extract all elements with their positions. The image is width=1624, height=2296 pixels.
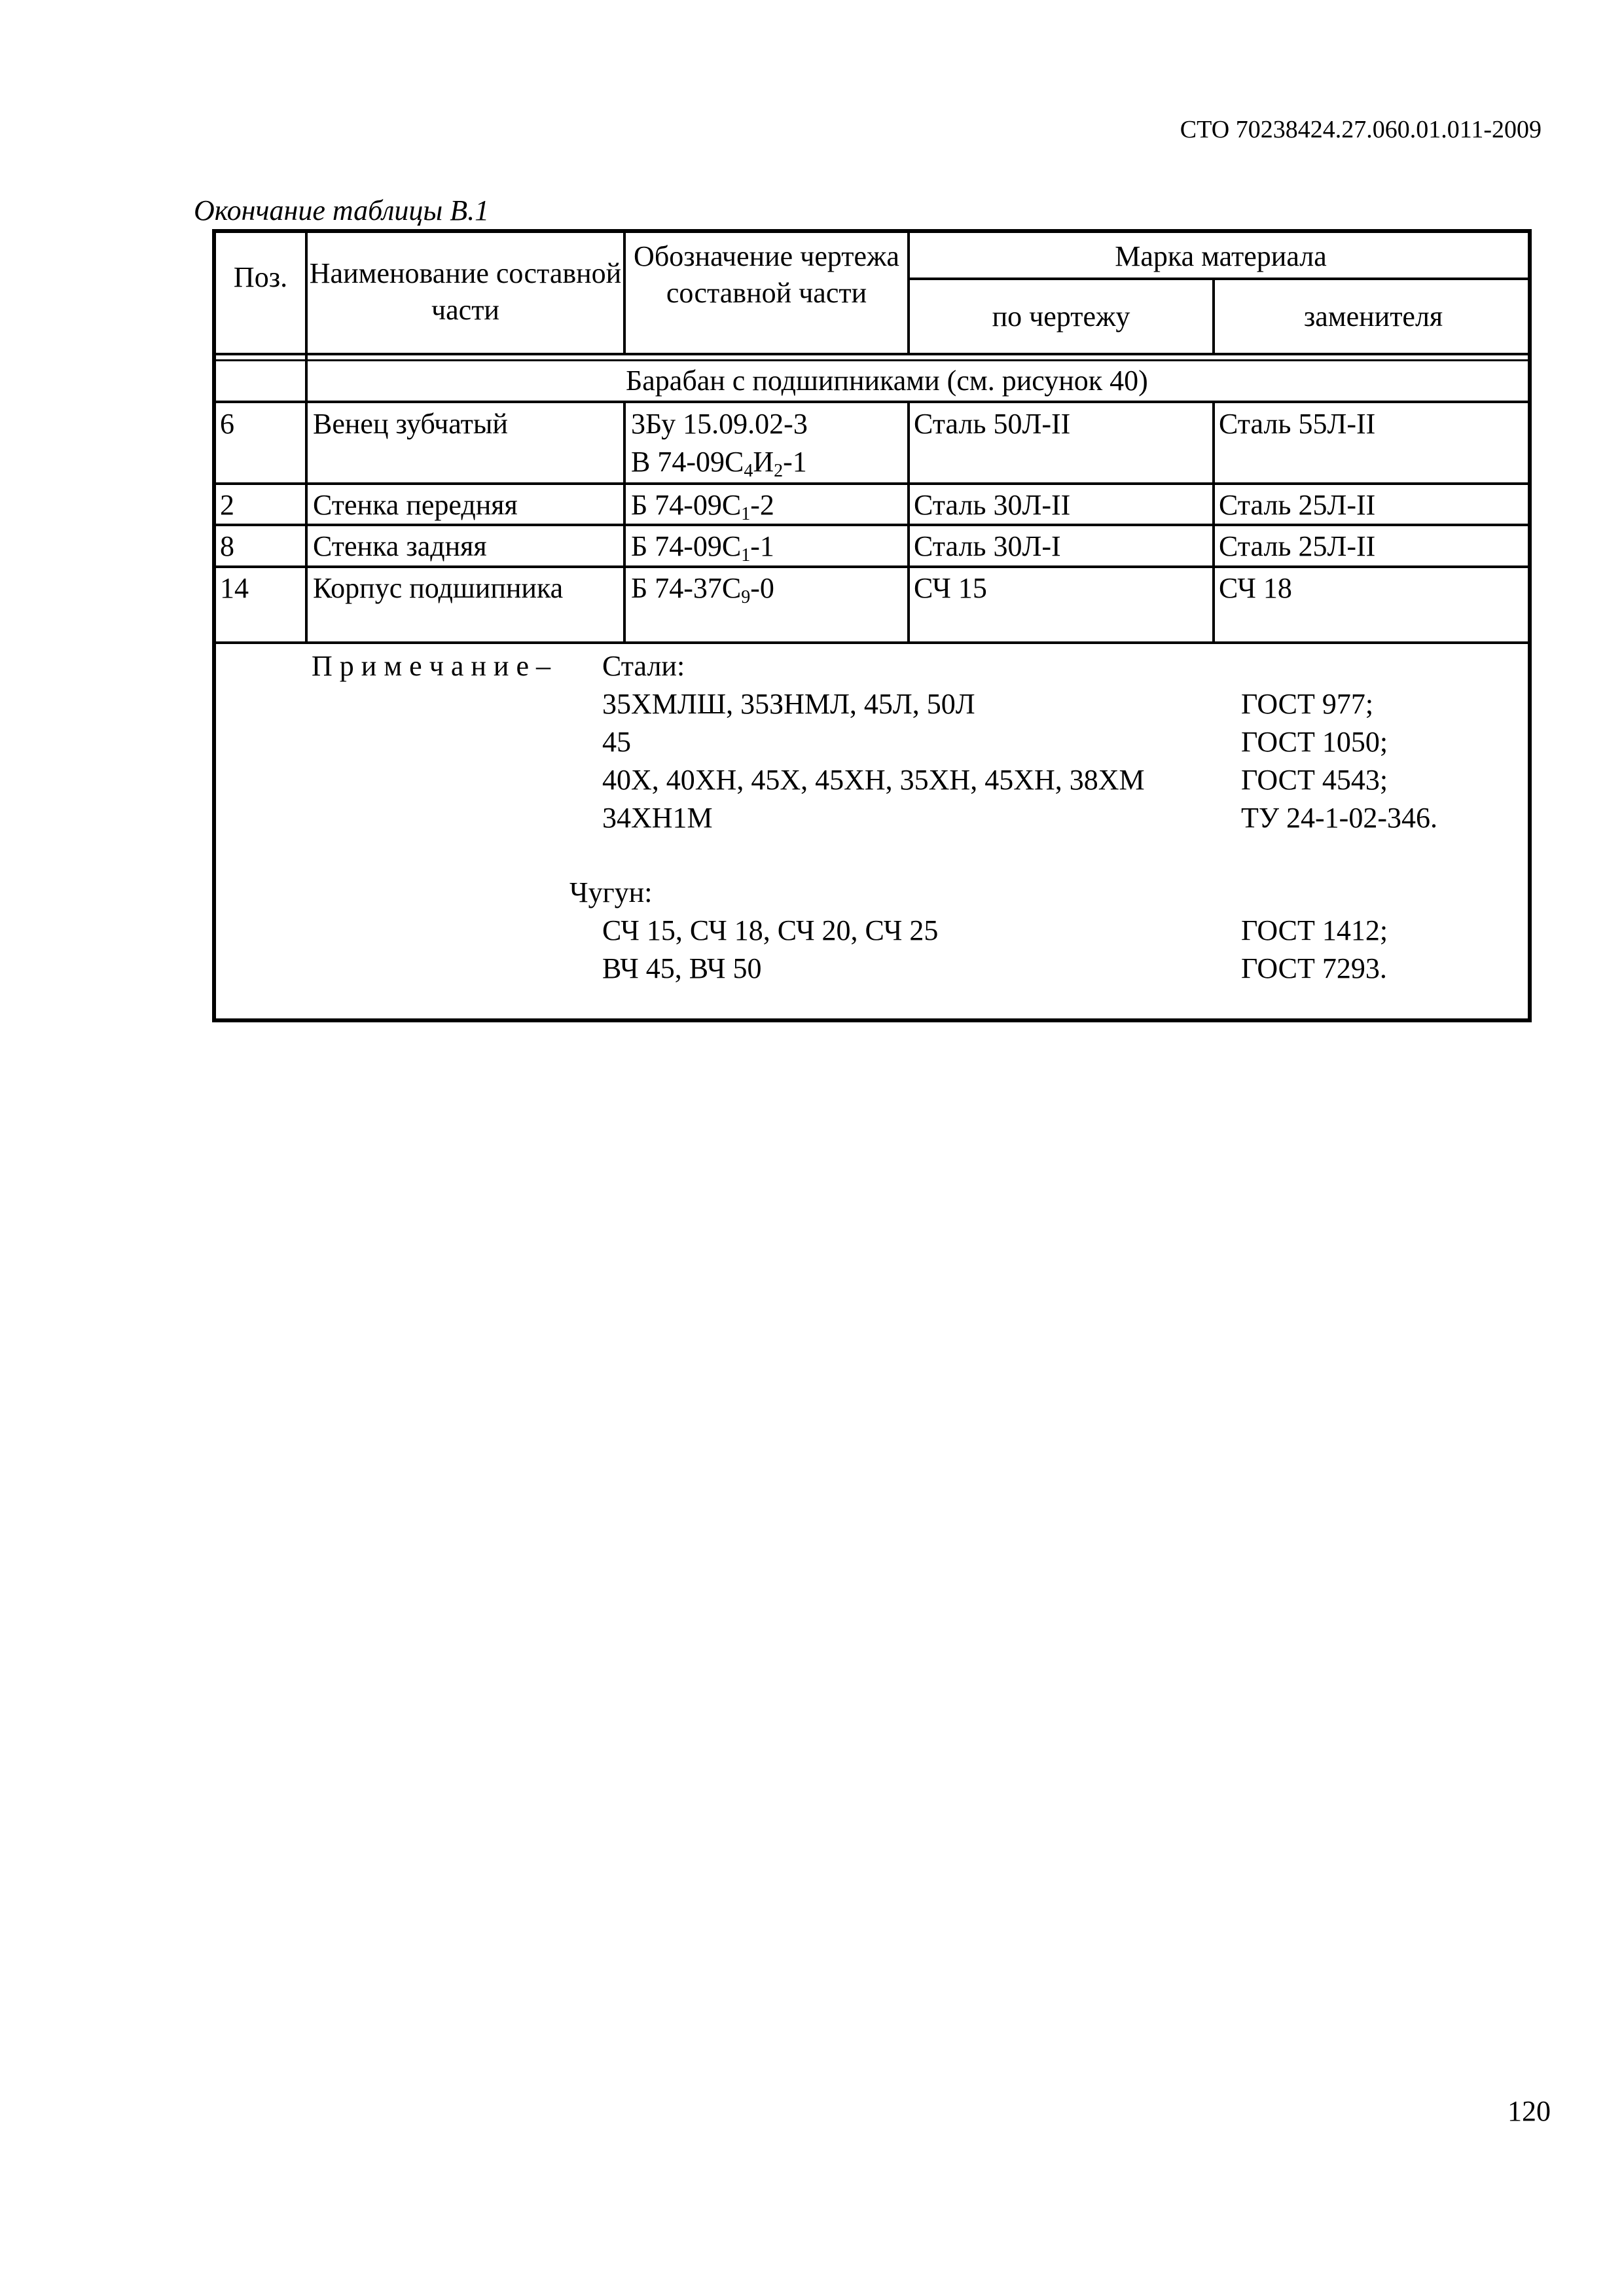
note-steel-grades: 34ХН1М — [602, 802, 713, 834]
group-title: Барабан с подшипниками (см. рисунок 40) — [626, 365, 1148, 397]
note-steel-grades: 40Х, 40ХН, 45Х, 45ХН, 35ХН, 45ХН, 38ХМ — [602, 764, 1145, 796]
page-number: 120 — [1507, 2095, 1551, 2127]
table-row-pos: 6 — [220, 408, 234, 440]
table-row-pos: 8 — [220, 530, 234, 562]
row-4-rule — [216, 641, 1532, 644]
col-divider-name-body — [623, 403, 626, 644]
table-row-material: Сталь 50Л-II — [914, 408, 1071, 440]
note-steel-standard: ТУ 24-1-02-346. — [1241, 802, 1437, 834]
note-steel-grades: 45 — [602, 726, 631, 758]
note-cast-iron-title: Чугун: — [569, 876, 653, 908]
group-row-rule — [216, 401, 1532, 403]
note-steel-standard: ГОСТ 977; — [1241, 688, 1374, 720]
header-designation: Обозначение чертежа составной части — [634, 240, 899, 309]
col-divider-material-body — [1212, 403, 1215, 644]
table-row-designation: Б $74-09С_1-1$ — [631, 530, 774, 565]
note-cast-iron-grades: СЧ 15, СЧ 18, СЧ 20, СЧ 25 — [602, 914, 939, 946]
row-1-rule — [216, 482, 1532, 485]
note-cast-iron-standard: ГОСТ 1412; — [1241, 914, 1388, 946]
table-row-name: Стенка задняя — [313, 530, 487, 562]
header-material: Марка материала — [1115, 240, 1327, 272]
header-bottom-rule-double — [216, 359, 1532, 361]
header-substitute: заменителя — [1303, 300, 1443, 332]
note-label: П р и м е ч а н и е – — [312, 650, 550, 682]
document-code: СТО 70238424.27.060.01.011-2009 — [1180, 116, 1542, 143]
materials-table — [212, 229, 1532, 1022]
note-steels-title: Стали: — [602, 650, 685, 682]
row-3-rule — [216, 565, 1532, 568]
table-caption: Окончание таблицы В.1 — [194, 194, 490, 226]
table-row-substitute: Сталь 25Л-II — [1219, 530, 1376, 562]
table-row-name: Венец зубчатый — [313, 408, 508, 440]
table-row-name: Стенка передняя — [313, 489, 518, 521]
table-row-designation: Б $74-09С_1-2$ — [631, 489, 774, 524]
table-row-material: СЧ 15 — [914, 572, 987, 604]
note-cast-iron-standard: ГОСТ 7293. — [1241, 952, 1387, 984]
note-cast-iron-grades: ВЧ 45, ВЧ 50 — [602, 952, 762, 984]
header-name: Наименование составной части — [309, 257, 622, 326]
table-row-pos: 14 — [220, 572, 249, 604]
note-steel-standard: ГОСТ 4543; — [1241, 764, 1388, 796]
table-row-material: Сталь 30Л-II — [914, 489, 1071, 521]
table-row-designation: Б $74-37С_9-0$ — [631, 572, 774, 607]
table-row-substitute: Сталь 55Л-II — [1219, 408, 1376, 440]
row-2-rule — [216, 524, 1532, 526]
note-steel-grades: 35ХМЛШ, 35ЗНМЛ, 45Л, 50Л — [602, 688, 975, 720]
table-row-material: Сталь 30Л-I — [914, 530, 1061, 562]
col-divider-designation-body — [907, 403, 910, 644]
header-material-divider — [907, 278, 1532, 280]
table-row-pos: 2 — [220, 489, 234, 521]
note-steel-standard: ГОСТ 1050; — [1241, 726, 1388, 758]
header-bottom-rule — [216, 353, 1532, 355]
header-pos: Поз. — [233, 261, 288, 293]
table-row-designation: 3Бу 15.09.02-3 — [631, 408, 808, 440]
table-row-designation-line2: В $74-09С_4И_2-1$ — [631, 446, 807, 481]
table-row-name: Корпус подшипника — [313, 572, 564, 604]
table-row-substitute: СЧ 18 — [1219, 572, 1292, 604]
header-by-drawing: по чертежу — [992, 300, 1130, 332]
table-row-substitute: Сталь 25Л-II — [1219, 489, 1376, 521]
